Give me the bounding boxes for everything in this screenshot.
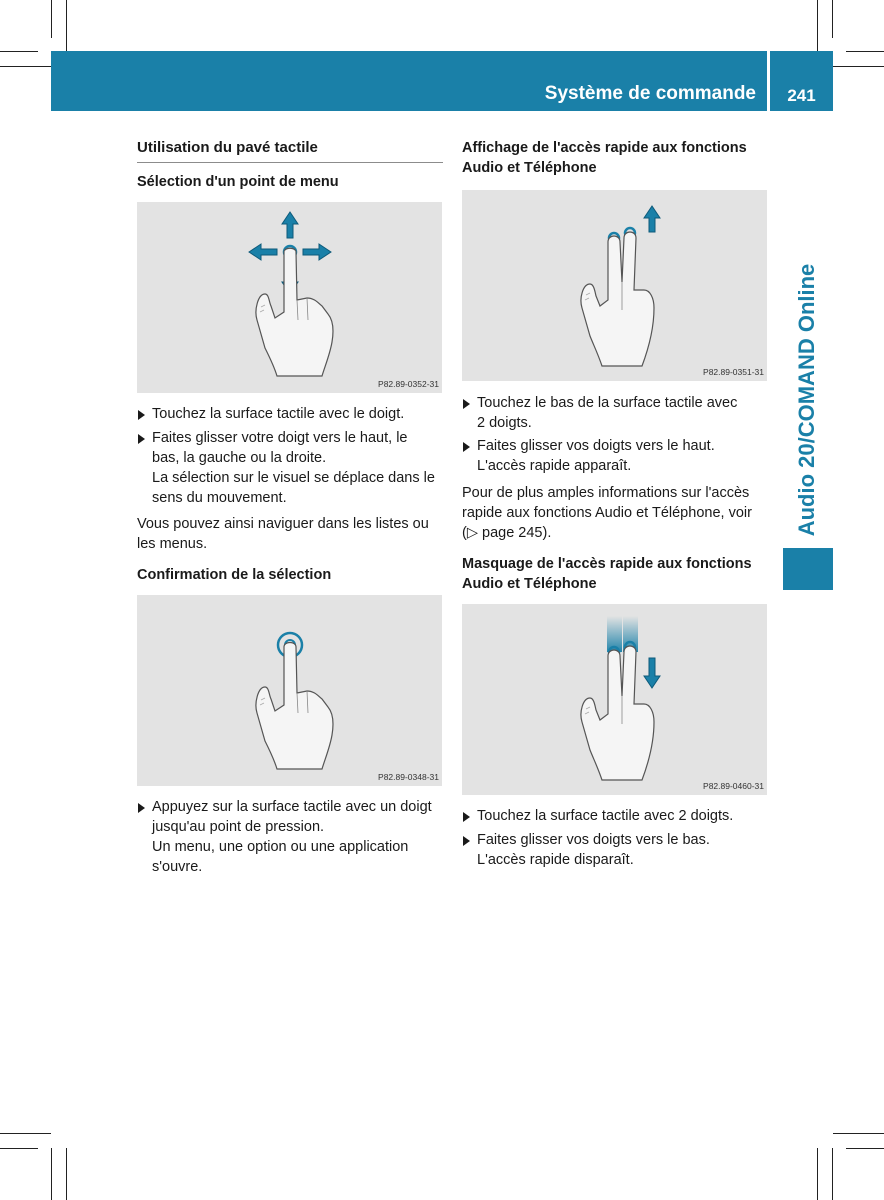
arrow-down-icon [644,658,660,688]
two-finger-swipe-up-illustration [462,190,767,381]
figure-press-one-finger [137,595,442,786]
crop-mark [0,1148,38,1149]
crop-mark [0,1133,51,1134]
subheading-show-quick-access: Affichage de l'accès rapide aux fonctions Audio et Téléphone [462,140,747,176]
figure-code: P82.89-0460-31 [703,781,764,791]
bullet-arrow-icon [138,803,145,813]
bullet-arrow-icon [463,836,470,846]
crop-mark [817,0,818,51]
list-item: Touchez le bas de la surface tactile avec 2 doigts. [462,393,768,433]
section-title: Utilisation du pavé tactile [137,138,443,163]
list-item: Touchez la surface tactile avec le doigt. [137,404,443,424]
figure-swipe-up-two-fingers [462,190,767,381]
bullet-arrow-icon [138,434,145,444]
crop-mark [0,66,51,67]
figure-code: P82.89-0351-31 [703,367,764,377]
list-item: Faites glisser votre doigt vers le haut, le bas, la gauche ou la droite. La sélection sur le visuel se déplace dans le sens du mouvement. [137,428,443,508]
figure-swipe-down-two-fingers [462,604,767,795]
list-item: Faites glisser vos doigts vers le haut. L'accès rapide apparaît. [462,436,768,476]
subheading-confirmation: Confirmation de la sélection [137,567,332,583]
bullet-arrow-icon [138,410,145,420]
crop-mark [832,0,833,38]
crop-mark [66,0,67,51]
list-item: Touchez la surface tactile avec 2 doigts. [462,806,768,826]
figure-code: P82.89-0348-31 [378,772,439,782]
crop-mark [846,1148,884,1149]
subheading-hide-quick-access: Masquage de l'accès rapide aux fonctions Audio et Téléphone [462,556,752,592]
page-reference-link[interactable]: (▷ page 245). [462,525,552,541]
side-tab-label: Audio 20/COMAND Online [794,263,819,537]
subheading-selection: Sélection d'un point de menu [137,174,339,190]
crop-mark [817,1148,818,1200]
figure-swipe-one-finger [137,202,442,393]
figure-code: P82.89-0352-31 [378,379,439,389]
crop-mark [51,0,52,38]
paragraph: Vous pouvez ainsi naviguer dans les listes ou les menus. [137,516,429,552]
crop-mark [833,66,884,67]
page-header-title: Système de commande [544,83,756,104]
hand-press-illustration [137,595,442,786]
right-column [462,138,768,870]
bullet-arrow-icon [463,442,470,452]
list-item: Appuyez sur la surface tactile avec un doigt jusqu'au point de pression. Un menu, une option ou une application s'ouvre. [137,797,443,877]
paragraph: Pour de plus amples informations sur l'accès rapide aux fonctions Audio et Téléphone, voir (▷ page 245). [462,485,752,541]
side-tab-marker [783,548,833,590]
crop-mark [833,1133,884,1134]
page-number: 241 [787,86,816,105]
crop-mark [846,51,884,52]
list-item: Faites glisser vos doigts vers le bas. L'accès rapide disparaît. [462,830,768,870]
arrow-up-icon [644,206,660,232]
crop-mark [832,1148,833,1200]
crop-mark [66,1148,67,1200]
hand-swipe-illustration [137,202,442,393]
two-finger-swipe-down-illustration [462,604,767,795]
crop-mark [0,51,38,52]
crop-mark [51,1148,52,1200]
bullet-arrow-icon [463,812,470,822]
left-column [137,138,443,877]
bullet-arrow-icon [463,399,470,409]
